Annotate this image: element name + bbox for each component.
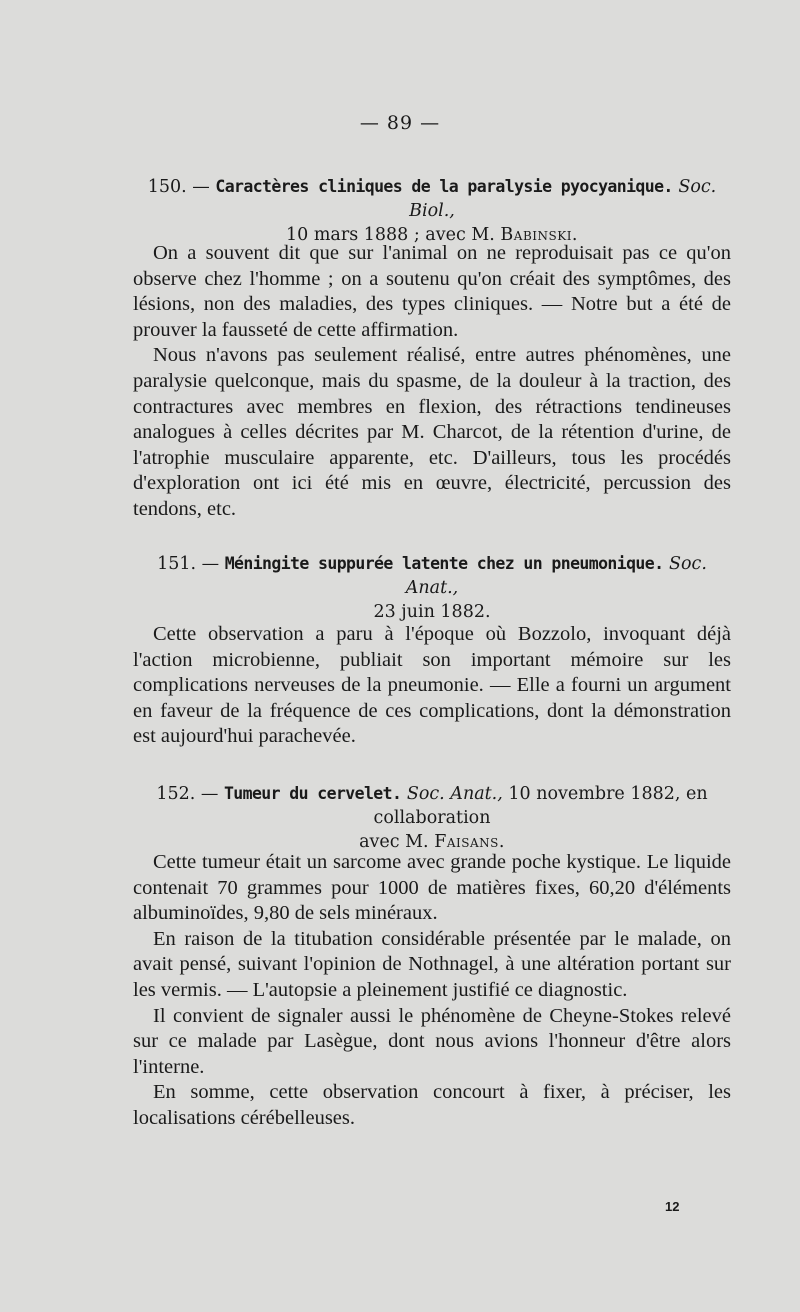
entry-number: 152. — [156,784,219,804]
paragraph: Nous n'avons pas seulement réalisé, entre autres phénomènes, une paralysie quelconque, mais du spasme, de la douleur à la traction, des contractures avec membres en flexion, des rétractions tendineuses analogues à celles décrites par M. Charcot, de la rétention d'urine, de l'atrophie musculaire apparente, etc. D'ailleurs, tous les procédés d'exploration ont ici été mis en œuvre, électricité, percussion des tendons, etc. [133,344,731,520]
entry-150-body [133,241,731,523]
entry-number: 151. — [157,554,220,574]
paragraph: On a souvent dit que sur l'animal on ne reproduisait pas ce qu'on observe chez l'homme ; on a soutenu qu'on créait des symptômes, des lésions, non des maladies, des types cliniques. — Notre but a été de prouver la fausseté de cette affirmation. [133,242,731,341]
paragraph: En raison de la titubation considérable présentée par le malade, on avait pensé, suivant l'opinion de Nothnagel, à une altération portant sur les vermis. — L'autopsie a pleinement justifié ce diagnostic. [133,927,731,1001]
paragraph: Cette observation a paru à l'époque où Bozzolo, invoquant déjà l'action microbienne, publiait son important mémoire sur les complications nerveuses de la pneumonie. — Elle a fourni un argument en faveur de la fréquence de ces complications, dont la démonstration est aujourd'hui parachevée. [133,623,731,748]
entry-150-heading [133,175,731,247]
entry-date-rest: 10 novembre 1882, en collaboration [373,784,708,828]
paragraph: Il convient de signaler aussi le phénomène de Cheyne-Stokes relevé sur ce malade par Lasègue, dont nous avions l'honneur d'être alors l'interne. [133,1004,731,1078]
paragraph: Cette tumeur était un sarcome avec grande poche kystique. Le liquide contenait 70 grammes pour 1000 de matières fixes, 60,20 d'éléments albuminoïdes, 9,80 de sels minéraux. [133,851,731,925]
entry-151-body [133,622,731,750]
entry-date: 23 juin 1882. [373,602,491,622]
entry-151-heading [133,552,731,624]
paragraph: En somme, cette observation concourt à fixer, à préciser, les localisations cérébelleuses. [133,1081,731,1129]
signature-mark: 12 [665,1199,680,1214]
entry-date: 10 mars 1888 ; avec M. [285,225,495,245]
entry-collaborator: Babinski. [500,225,578,245]
entry-journal: Soc. Anat., [406,784,503,804]
page-number: — 89 — [359,112,441,134]
entry-152-body [133,850,731,1132]
entry-journal: Soc. Biol., [409,177,717,221]
entry-date: avec M. [359,832,429,852]
entry-journal: Soc. Anat., [405,554,707,598]
entry-title: Caractères cliniques de la paralysie pyocyanique. [215,177,673,196]
entry-title: Méningite suppurée latente chez un pneumonique. [224,554,664,573]
entry-152-heading [133,782,731,854]
entry-title: Tumeur du cervelet. [223,784,402,803]
entry-number: 150. — [147,177,210,197]
entry-collaborator: Faisans. [434,832,505,852]
